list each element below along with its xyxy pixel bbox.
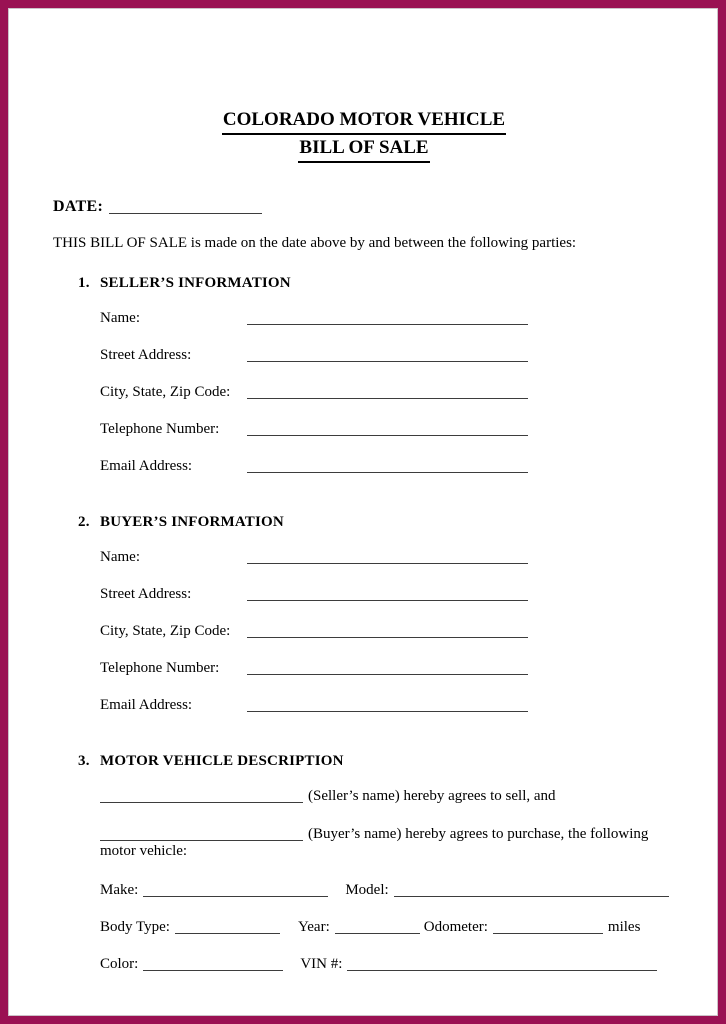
seller-phone-row (100, 421, 675, 438)
buyer-name-clause-input-line[interactable] (100, 826, 303, 841)
make-input-line[interactable] (143, 882, 328, 897)
model-label: Model: (345, 882, 389, 898)
body-type-input-line[interactable] (175, 919, 280, 934)
seller-name-label: Name: (100, 310, 140, 326)
intro-paragraph: THIS BILL OF SALE is made on the date above by and between the following parties: (53, 235, 577, 251)
seller-name-input-line[interactable] (247, 310, 528, 325)
document-title (53, 107, 675, 163)
body-year-odometer-row (100, 919, 675, 936)
seller-clause-text: (Seller’s name) hereby agrees to sell, and (308, 788, 556, 804)
seller-section-heading (78, 275, 675, 292)
odometer-label: Odometer: (423, 919, 488, 935)
color-label: Color: (100, 956, 139, 972)
seller-email-row (100, 458, 675, 475)
title-line-2: BILL OF SALE (298, 135, 429, 163)
seller-name-row (100, 310, 675, 327)
make-label: Make: (100, 882, 139, 898)
vehicle-section-number: 3. (78, 753, 90, 769)
buyer-clause-row (100, 826, 675, 843)
buyer-phone-input-line[interactable] (247, 660, 528, 675)
buyer-phone-row (100, 660, 675, 677)
buyer-street-row (100, 586, 675, 603)
seller-name-clause-input-line[interactable] (100, 788, 303, 803)
buyer-section-title: BUYER’S INFORMATION (100, 514, 284, 530)
vin-input-line[interactable] (347, 956, 657, 971)
buyer-section-heading (78, 514, 675, 531)
seller-city-input-line[interactable] (247, 384, 528, 399)
date-input-line[interactable] (109, 199, 262, 214)
buyer-section-number: 2. (78, 514, 90, 530)
seller-section-number: 1. (78, 275, 90, 291)
vehicle-section-title: MOTOR VEHICLE DESCRIPTION (100, 753, 344, 769)
seller-clause-row (100, 788, 675, 805)
buyer-name-input-line[interactable] (247, 549, 528, 564)
date-label: DATE: (53, 198, 104, 215)
document-page (8, 8, 718, 1016)
year-input-line[interactable] (335, 919, 420, 934)
body-type-label: Body Type: (100, 919, 170, 935)
vehicle-section-heading (78, 753, 675, 770)
buyer-city-input-line[interactable] (247, 623, 528, 638)
model-input-line[interactable] (394, 882, 669, 897)
seller-city-row (100, 384, 675, 401)
buyer-information-section (53, 514, 675, 714)
year-label: Year: (297, 919, 330, 935)
seller-street-label: Street Address: (100, 347, 192, 363)
seller-street-row (100, 347, 675, 364)
buyer-clause-text-line1: (Buyer’s name) hereby agrees to purchase, the following (308, 826, 649, 842)
title-line-1: COLORADO MOTOR VEHICLE (222, 107, 506, 135)
date-row (53, 196, 675, 218)
buyer-street-input-line[interactable] (247, 586, 528, 601)
vehicle-description-section (53, 753, 675, 973)
seller-street-input-line[interactable] (247, 347, 528, 362)
seller-email-input-line[interactable] (247, 458, 528, 473)
buyer-email-input-line[interactable] (247, 697, 528, 712)
seller-email-label: Email Address: (100, 458, 193, 474)
buyer-city-row (100, 623, 675, 640)
make-model-row (100, 882, 675, 899)
color-input-line[interactable] (143, 956, 283, 971)
seller-phone-label: Telephone Number: (100, 421, 220, 437)
odometer-input-line[interactable] (493, 919, 603, 934)
miles-label: miles (607, 919, 641, 935)
color-vin-row (100, 956, 675, 973)
buyer-street-label: Street Address: (100, 586, 192, 602)
seller-information-section (53, 275, 675, 475)
buyer-name-row (100, 549, 675, 566)
buyer-name-label: Name: (100, 549, 140, 565)
buyer-phone-label: Telephone Number: (100, 660, 220, 676)
buyer-city-label: City, State, Zip Code: (100, 623, 231, 639)
seller-phone-input-line[interactable] (247, 421, 528, 436)
vin-label: VIN #: (300, 956, 343, 972)
buyer-clause-continuation: motor vehicle: (100, 843, 188, 859)
seller-city-label: City, State, Zip Code: (100, 384, 231, 400)
seller-section-title: SELLER’S INFORMATION (100, 275, 291, 291)
buyer-email-label: Email Address: (100, 697, 193, 713)
buyer-email-row (100, 697, 675, 714)
